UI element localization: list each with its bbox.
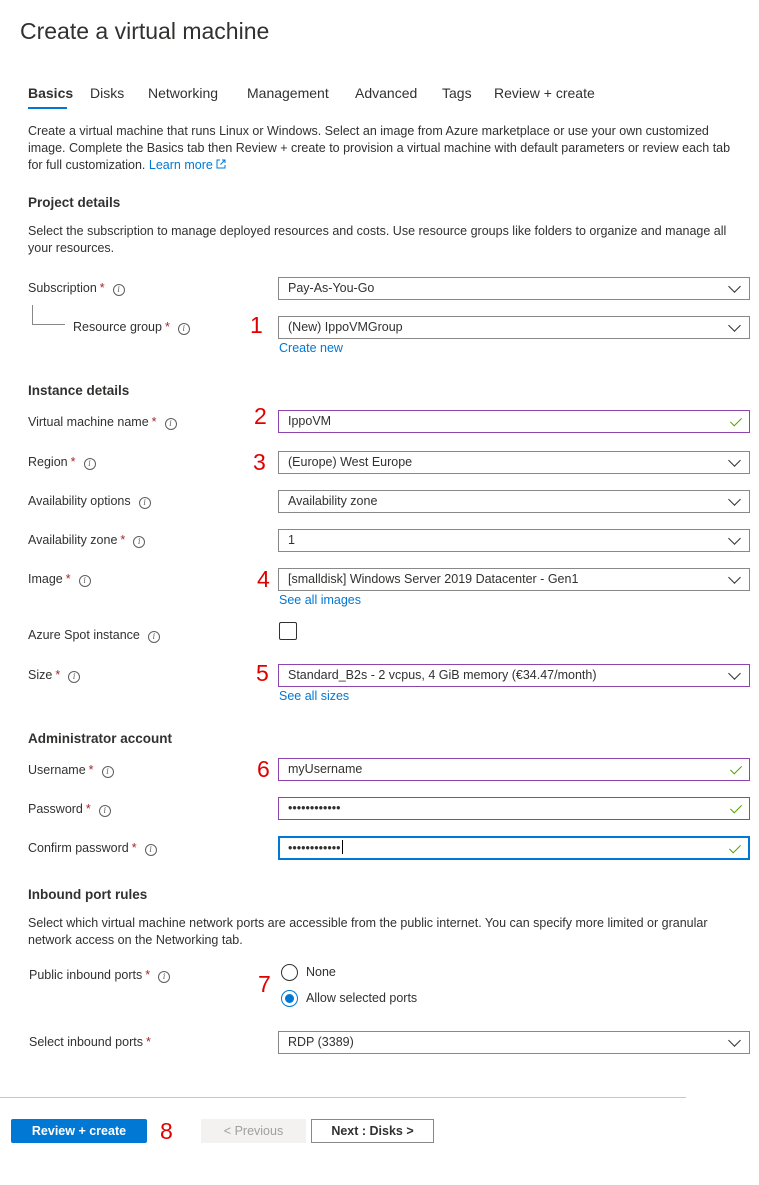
annotation-number-7: 7 — [258, 971, 271, 997]
see-all-sizes-link[interactable]: See all sizes — [279, 689, 350, 703]
active-tab-indicator — [28, 107, 67, 109]
username-value: myUsername — [288, 762, 363, 776]
password-input[interactable] — [278, 797, 750, 820]
password-label: Password * i — [28, 802, 111, 817]
chevron-down-icon — [728, 571, 741, 584]
checkmark-icon — [730, 801, 742, 813]
confirm-password-input[interactable] — [278, 836, 750, 860]
inbound-rules-heading: Inbound port rules — [28, 887, 148, 902]
vm-name-value: IppoVM — [288, 414, 332, 428]
username-input[interactable] — [278, 758, 750, 781]
confirm-password-value: •••••••••••• — [288, 841, 341, 855]
info-icon[interactable]: i — [102, 766, 114, 778]
chevron-down-icon — [728, 454, 741, 467]
project-details-heading: Project details — [28, 195, 121, 210]
subscription-value: Pay-As-You-Go — [288, 281, 375, 295]
tab-disks[interactable]: Disks — [90, 85, 125, 101]
info-icon[interactable]: i — [84, 458, 96, 470]
password-value: •••••••••••• — [288, 801, 341, 815]
radio-allow-selected-ports-label[interactable]: Allow selected ports — [306, 991, 418, 1005]
info-icon[interactable]: i — [68, 671, 80, 683]
chevron-down-icon — [728, 667, 741, 680]
info-icon[interactable]: i — [79, 575, 91, 587]
intro-paragraph — [28, 123, 740, 174]
info-icon[interactable]: i — [178, 323, 190, 335]
inbound-rules-description: Select which virtual machine network ports are accessible from the public internet. You can specify more limited or granular network access on the Networking tab. — [28, 916, 708, 947]
text-cursor — [342, 840, 343, 854]
info-icon[interactable]: i — [165, 418, 177, 430]
confirm-password-label: Confirm password * i — [28, 841, 157, 856]
intro-text: Create a virtual machine that runs Linux or Windows. Select an image from Azure marketplace or use your own customized image. Complete the Basics tab then Review + create to provision a virtual machine with default parameters or review each tab for full customization. — [28, 124, 731, 172]
info-icon[interactable]: i — [99, 805, 111, 817]
info-icon[interactable]: i — [113, 284, 125, 296]
image-label: Image * i — [28, 572, 91, 587]
annotation-number-5: 5 — [256, 660, 269, 686]
select-ports-select[interactable] — [278, 1031, 750, 1054]
previous-button[interactable]: < Previous — [201, 1119, 306, 1143]
chevron-down-icon — [728, 493, 741, 506]
instance-details-heading: Instance details — [28, 383, 130, 398]
radio-none-label[interactable]: None — [306, 965, 336, 979]
resource-group-value: (New) IppoVMGroup — [288, 320, 403, 334]
footer-divider — [0, 1097, 686, 1098]
select-ports-label: Select inbound ports * — [29, 1035, 151, 1049]
info-icon[interactable]: i — [139, 497, 151, 509]
image-value: [smalldisk] Windows Server 2019 Datacenter - Gen1 — [288, 572, 579, 586]
project-details-description: Select the subscription to manage deployed resources and costs. Use resource groups like folders to organize and manage all your resources. — [28, 224, 727, 255]
annotation-number-4: 4 — [257, 566, 270, 592]
chevron-down-icon — [728, 1034, 741, 1047]
next-disks-button[interactable]: Next : Disks > — [311, 1119, 434, 1143]
info-icon[interactable]: i — [158, 971, 170, 983]
annotation-number-1: 1 — [250, 312, 263, 338]
checkmark-icon — [730, 414, 742, 426]
review-create-button[interactable]: Review + create — [11, 1119, 147, 1143]
public-ports-label: Public inbound ports * i — [29, 968, 170, 983]
size-select[interactable] — [278, 664, 750, 687]
size-label: Size * i — [28, 668, 80, 683]
availability-options-value: Availability zone — [288, 494, 378, 508]
external-link-icon — [216, 159, 226, 169]
admin-account-heading: Administrator account — [28, 731, 173, 746]
chevron-down-icon — [728, 280, 741, 293]
spot-instance-checkbox[interactable] — [279, 622, 297, 640]
radio-none[interactable] — [281, 964, 298, 981]
region-label: Region * i — [28, 455, 96, 470]
username-label: Username * i — [28, 763, 114, 778]
subscription-label: Subscription * i — [28, 281, 125, 296]
vm-name-label: Virtual machine name * i — [28, 415, 177, 430]
page-title: Create a virtual machine — [20, 18, 270, 44]
tab-basics[interactable]: Basics — [28, 85, 74, 101]
availability-options-select[interactable] — [278, 490, 750, 513]
subscription-select[interactable] — [278, 277, 750, 300]
availability-zone-value: 1 — [288, 533, 295, 547]
create-new-link[interactable]: Create new — [279, 341, 343, 355]
image-select[interactable] — [278, 568, 750, 591]
chevron-down-icon — [728, 532, 741, 545]
annotation-number-3: 3 — [253, 449, 266, 475]
radio-allow-selected-ports[interactable] — [281, 990, 298, 1007]
checkmark-icon — [729, 841, 741, 853]
region-select[interactable] — [278, 451, 750, 474]
spot-instance-label: Azure Spot instance i — [28, 628, 160, 643]
tab-review-create[interactable]: Review + create — [494, 85, 595, 101]
tab-networking[interactable]: Networking — [148, 85, 219, 101]
learn-more-link[interactable]: Learn more — [149, 158, 226, 172]
checkmark-icon — [730, 762, 742, 774]
tab-management[interactable]: Management — [247, 85, 329, 101]
resource-group-label: Resource group * i — [73, 320, 190, 335]
resource-group-select[interactable] — [278, 316, 750, 339]
chevron-down-icon — [728, 319, 741, 332]
availability-zone-label: Availability zone * i — [28, 533, 145, 548]
see-all-images-link[interactable]: See all images — [279, 593, 361, 607]
info-icon[interactable]: i — [148, 631, 160, 643]
info-icon[interactable]: i — [145, 844, 157, 856]
tree-connector-horizontal — [32, 324, 65, 325]
select-ports-value: RDP (3389) — [288, 1035, 354, 1049]
size-value: Standard_B2s - 2 vcpus, 4 GiB memory (€34.47/month) — [288, 668, 597, 682]
tab-tags[interactable]: Tags — [442, 85, 472, 101]
annotation-number-8: 8 — [160, 1118, 173, 1144]
tree-connector-vertical — [32, 305, 33, 324]
availability-options-label: Availability options i — [28, 494, 151, 509]
vm-name-input[interactable] — [278, 410, 750, 433]
annotation-number-6: 6 — [257, 756, 270, 782]
annotation-number-2: 2 — [254, 403, 267, 429]
availability-zone-select[interactable] — [278, 529, 750, 552]
tab-advanced[interactable]: Advanced — [355, 85, 418, 101]
region-value: (Europe) West Europe — [288, 455, 413, 469]
info-icon[interactable]: i — [133, 536, 145, 548]
